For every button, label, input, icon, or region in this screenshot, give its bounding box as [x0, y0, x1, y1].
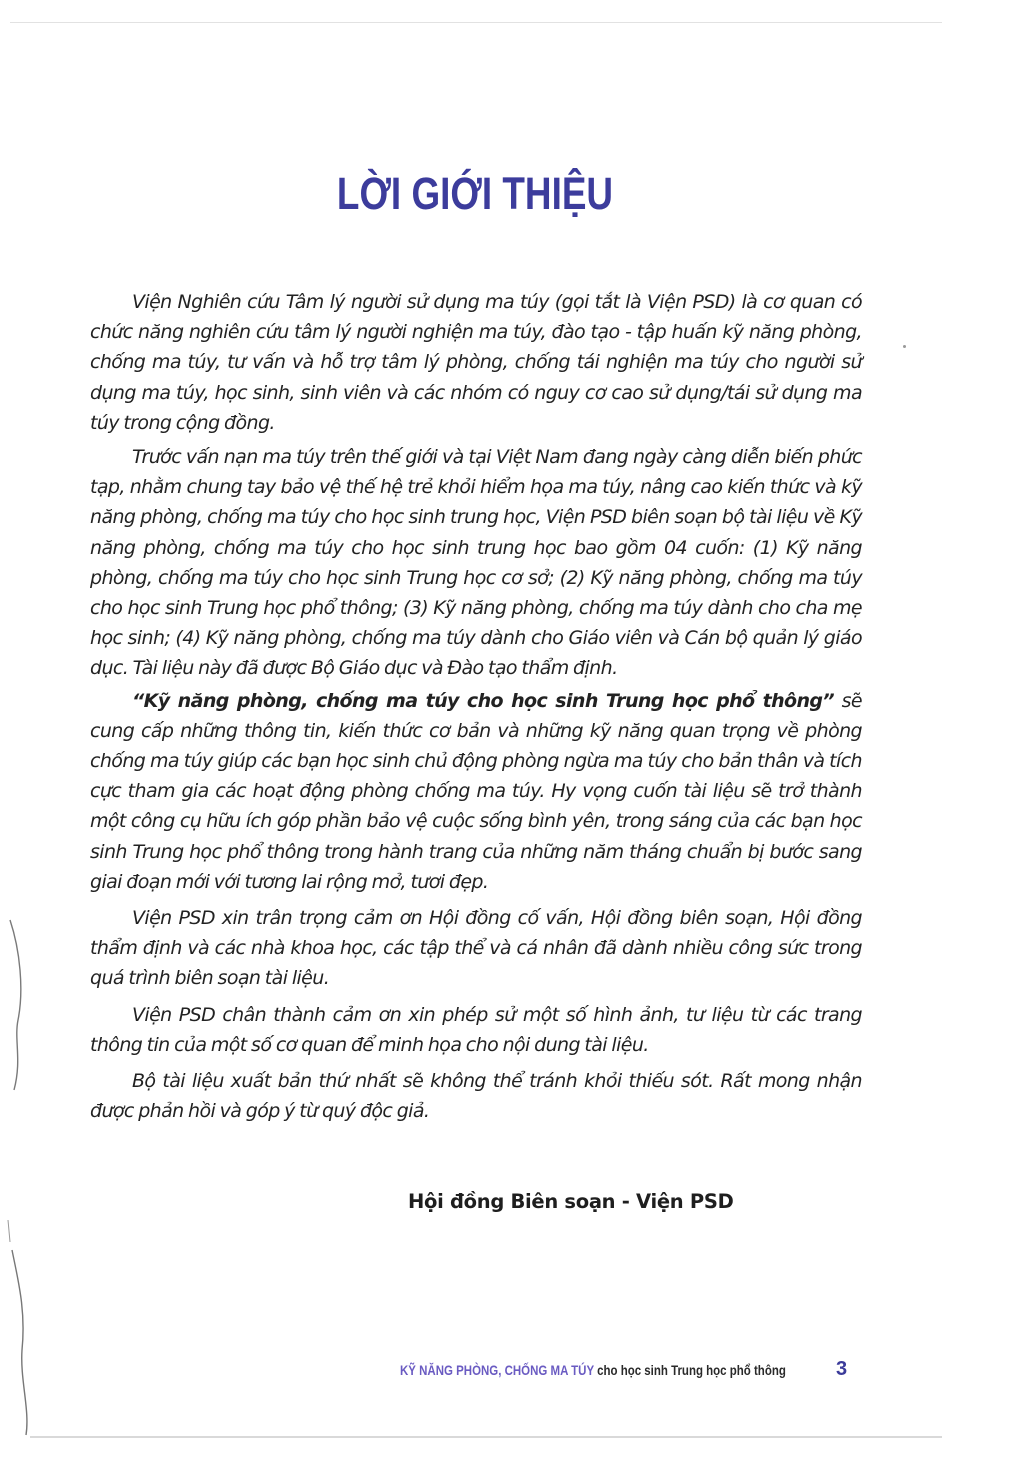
paragraph-3-rest: sẽ cung cấp những thông tin, kiến thức cơ bản và những kỹ năng quan trọng về phòng chống ma túy giúp các bạn học sinh chủ động phòng ngừa ma túy cho bản thân và tích cực tham gia các hoạt động phòng chống ma túy. Hy vọng cuốn tài liệu sẽ trở thành một công cụ hữu ích góp phần bảo vệ cuộc sống bình yên, trong sáng của các bạn học sinh Trung học phổ thông trong hành trang của những năm tháng chuẩn bị bước sang giai đoạn mới với tương lai rộng mở, tươi đẹp.: [90, 689, 863, 893]
scan-bottom-rule: [30, 1436, 942, 1438]
page-number: 3: [836, 1358, 848, 1380]
running-footer: [400, 1362, 786, 1378]
book-title-emphasis: “Kỹ năng phòng, chống ma túy cho học sinh Trung học phổ thông”: [132, 689, 835, 712]
paragraph-1: Viện Nghiên cứu Tâm lý người sử dụng ma túy (gọi tắt là Viện PSD) là cơ quan có chức năng nghiên cứu tâm lý người nghiện ma túy, đào tạo - tập huấn kỹ năng phòng, chống ma túy, tư vấn và hỗ trợ tâm lý phòng, chống tái nghiện ma túy cho người sử dụng ma túy, học sinh, sinh viên và các nhóm có nguy cơ cao sử dụng/tái sử dụng ma túy trong cộng đồng.: [90, 291, 862, 434]
binding-edge-marks: [0, 890, 40, 1450]
introduction-body: [90, 287, 862, 1126]
signature: Hội đồng Biên soạn - Viện PSD: [408, 1190, 734, 1213]
footer-subtitle: cho học sinh Trung học phổ thông: [597, 1362, 786, 1378]
paragraph-4: Viện PSD xin trân trọng cảm ơn Hội đồng cố vấn, Hội đồng biên soạn, Hội đồng thẩm định và các nhà khoa học, các tập thể và cá nhân đã dành nhiều công sức trong quá trình biên soạn tài liệu.: [90, 907, 862, 990]
paragraph-3: [90, 686, 862, 897]
scan-speck: [903, 345, 906, 348]
paragraph-6: Bộ tài liệu xuất bản thứ nhất sẽ không thể tránh khỏi thiếu sót. Rất mong nhận được phản hồi và góp ý từ quý độc giả.: [90, 1070, 862, 1123]
paragraph-5: Viện PSD chân thành cảm ơn xin phép sử một số hình ảnh, tư liệu từ các trang thông tin của một số cơ quan để minh họa cho nội dung tài liệu.: [90, 1003, 862, 1056]
footer-series-title: KỸ NĂNG PHÒNG, CHỐNG MA TÚY: [400, 1362, 594, 1378]
paragraph-2: Trước vấn nạn ma túy trên thế giới và tại Việt Nam đang ngày càng diễn biến phức tạp, nhằm chung tay bảo vệ thế hệ trẻ khỏi hiểm họa ma túy, nâng cao kiến thức và kỹ năng phòng, chống ma túy cho học sinh trung học, Viện PSD biên soạn bộ tài liệu về Kỹ năng phòng, chống ma túy cho học sinh trung học bao gồm 04 cuốn: (1) Kỹ năng phòng, chống ma túy cho học sinh Trung học cơ sở; (2) Kỹ năng phòng, chống ma túy cho học sinh Trung học phổ thông; (3) Kỹ năng phòng, chống ma túy dành cho cha mẹ học sinh; (4) Kỹ năng phòng, chống ma túy dành cho Giáo viên và Cán bộ quản lý giáo dục. Tài liệu này đã được Bộ Giáo dục và Đào tạo thẩm định.: [90, 446, 862, 680]
page-title: LỜI GIỚI THIỆU: [336, 168, 614, 219]
scan-top-rule: [10, 22, 942, 23]
